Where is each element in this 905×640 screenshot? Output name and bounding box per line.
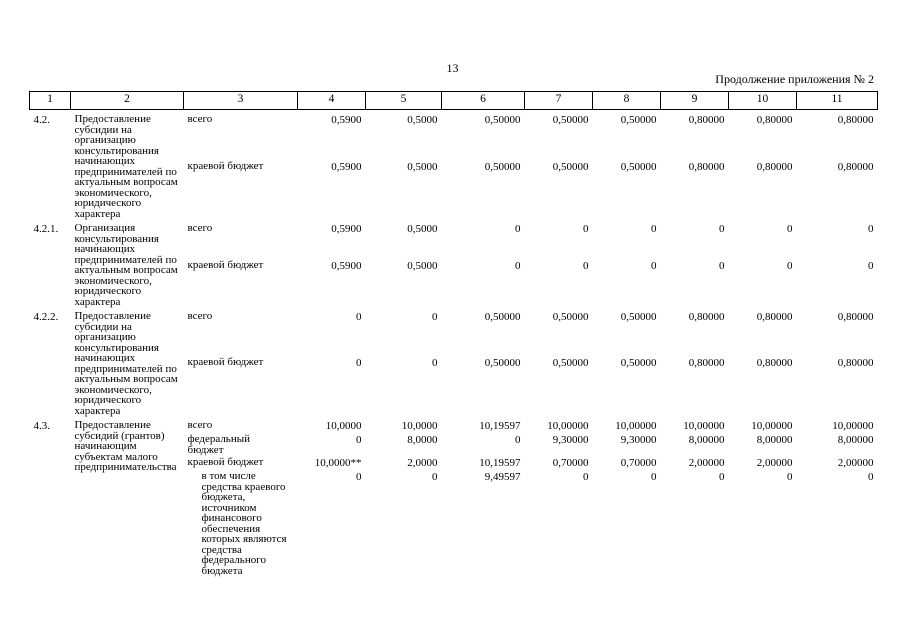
table-cell: 10,00000 xyxy=(547,420,589,432)
table-cell: 0,80000 xyxy=(756,161,793,173)
table-cell: 0,5900 xyxy=(331,260,362,273)
table-cell: 0 xyxy=(651,260,657,273)
column-header: 8 xyxy=(593,92,661,110)
column-header: 9 xyxy=(661,92,729,110)
row-group-4-3 xyxy=(30,416,878,576)
table-cell: 0 xyxy=(787,223,793,235)
table-cell: 0,50000 xyxy=(552,161,589,173)
table-cell: 0,80000 xyxy=(756,311,793,323)
table-cell: 0,50000 xyxy=(552,357,589,370)
table-cell: 0,80000 xyxy=(837,161,874,173)
funding-source: краевой бюджет xyxy=(187,456,264,468)
table-cell: 0,5900 xyxy=(331,223,362,235)
item-name: Организация консультирования начинающих предпринимателей по актуальным вопросам экономического, юридического характера xyxy=(74,222,178,308)
table-cell: 0 xyxy=(583,471,589,483)
table-cell: 0 xyxy=(787,471,793,483)
column-header-row xyxy=(30,92,878,110)
column-header: 2 xyxy=(71,92,184,110)
table-cell: 0,80000 xyxy=(756,114,793,126)
table-cell: 0,5000 xyxy=(407,223,438,235)
table-cell: 0,80000 xyxy=(837,311,874,323)
table-cell: 0 xyxy=(356,357,362,370)
table-cell: 10,19597 xyxy=(479,420,521,432)
table-cell: 0,70000 xyxy=(552,457,589,469)
funding-source: всего xyxy=(187,419,213,431)
table-cell: 0,50000 xyxy=(484,357,521,370)
row-group-4-2-1 xyxy=(30,219,878,307)
table-cell: 2,00000 xyxy=(756,457,793,469)
funding-source: краевой бюджет xyxy=(187,259,264,272)
table-cell: 0,50000 xyxy=(620,311,657,323)
table-cell: 2,00000 xyxy=(688,457,725,469)
item-code: 4.2. xyxy=(33,114,50,126)
table-cell: 10,0000 xyxy=(401,420,438,432)
table-cell: 10,00000 xyxy=(832,420,874,432)
table-cell: 0 xyxy=(868,223,874,235)
table-row xyxy=(30,416,878,432)
table-cell: 2,0000 xyxy=(407,457,438,469)
row-group-4-2-2 xyxy=(30,307,878,416)
column-header: 4 xyxy=(298,92,366,110)
table-cell: 0 xyxy=(583,223,589,235)
table-cell: 0,80000 xyxy=(688,114,725,126)
table-row xyxy=(30,307,878,355)
funding-source: краевой бюджет xyxy=(187,160,264,172)
column-header: 11 xyxy=(797,92,878,110)
column-header: 10 xyxy=(729,92,797,110)
table-cell: 0 xyxy=(515,260,521,273)
table-cell: 0,5000 xyxy=(407,260,438,273)
table-cell: 0,70000 xyxy=(620,457,657,469)
table-cell: 0,50000 xyxy=(484,161,521,173)
table-cell: 9,49597 xyxy=(484,471,521,483)
table-cell: 0,5900 xyxy=(331,114,362,126)
page-number: 13 xyxy=(446,61,459,75)
table-cell: 0 xyxy=(868,471,874,483)
table-cell: 0,50000 xyxy=(484,311,521,323)
item-name: Предоставление субсидий (грантов) начинающим субъектам малого предпринимательства xyxy=(74,419,177,473)
table-cell: 0 xyxy=(719,223,725,235)
funding-source: всего xyxy=(187,113,213,125)
table-cell: 0,50000 xyxy=(484,114,521,126)
table-cell: 0 xyxy=(515,434,521,446)
table-cell: 10,00000 xyxy=(615,420,657,432)
funding-source: в том числе средства краевого бюджета, источником финансового обеспечения которых являются средства федерального бюджета xyxy=(201,470,287,577)
item-name: Предоставление субсидии на организацию консультирования начинающих предпринимателей по актуальным вопросам экономического, юридического характера xyxy=(74,113,178,220)
table-cell: 0,50000 xyxy=(620,161,657,173)
table-cell: 0,50000 xyxy=(620,114,657,126)
row-group-4-2 xyxy=(30,110,878,220)
table-cell: 8,0000 xyxy=(407,434,438,446)
table-cell: 0 xyxy=(356,434,362,446)
table-row xyxy=(30,110,878,160)
column-header: 6 xyxy=(442,92,525,110)
table-cell: 0,80000 xyxy=(688,357,725,370)
budget-table xyxy=(29,91,878,576)
table-cell: 10,19597 xyxy=(479,457,521,469)
table-cell: 9,30000 xyxy=(620,434,657,446)
table-cell: 0,50000 xyxy=(552,311,589,323)
funding-source: всего xyxy=(187,222,213,234)
table-cell: 0 xyxy=(868,260,874,273)
column-header: 7 xyxy=(525,92,593,110)
item-code: 4.2.2. xyxy=(33,311,59,323)
table-cell: 0,80000 xyxy=(688,311,725,323)
table-cell: 0,80000 xyxy=(837,357,874,370)
funding-source: краевой бюджет xyxy=(187,356,264,369)
table-cell: 8,00000 xyxy=(837,434,874,446)
table-cell: 0,50000 xyxy=(552,114,589,126)
funding-source: всего xyxy=(187,310,213,322)
table-cell: 0 xyxy=(719,471,725,483)
item-code: 4.2.1. xyxy=(33,223,59,235)
table-cell: 0 xyxy=(356,471,362,483)
table-cell: 0 xyxy=(432,357,438,370)
table-cell: 0 xyxy=(651,471,657,483)
column-header: 1 xyxy=(30,92,71,110)
table-cell: 10,0000** xyxy=(314,457,362,469)
table-cell: 0 xyxy=(651,223,657,235)
table-cell: 0,80000 xyxy=(756,357,793,370)
table-cell: 0 xyxy=(787,260,793,273)
table-cell: 0 xyxy=(719,260,725,273)
table-cell: 0,5900 xyxy=(331,161,362,173)
table-cell: 0,80000 xyxy=(688,161,725,173)
table-cell: 0,5000 xyxy=(407,114,438,126)
table-cell: 0,50000 xyxy=(620,357,657,370)
appendix-continuation: Продолжение приложения № 2 xyxy=(715,72,874,86)
table-cell: 2,00000 xyxy=(837,457,874,469)
table-cell: 10,00000 xyxy=(751,420,793,432)
table-cell: 0,5000 xyxy=(407,161,438,173)
table-cell: 0 xyxy=(356,311,362,323)
table-cell: 0 xyxy=(432,311,438,323)
table-cell: 0,80000 xyxy=(837,114,874,126)
column-header: 3 xyxy=(184,92,298,110)
table-cell: 0 xyxy=(583,260,589,273)
table-cell: 0 xyxy=(515,223,521,235)
table-row xyxy=(30,219,878,258)
table-cell: 10,0000 xyxy=(325,420,362,432)
item-name: Предоставление субсидии на организацию консультирования начинающих предпринимателей по актуальным вопросам экономического, юридического характера xyxy=(74,310,178,417)
column-header: 5 xyxy=(366,92,442,110)
item-code: 4.3. xyxy=(33,420,50,432)
table-cell: 8,00000 xyxy=(688,434,725,446)
table-cell: 0 xyxy=(432,471,438,483)
table-cell: 8,00000 xyxy=(756,434,793,446)
table-cell: 10,00000 xyxy=(683,420,725,432)
funding-source: федеральный бюджет xyxy=(187,433,250,456)
table-cell: 9,30000 xyxy=(552,434,589,446)
